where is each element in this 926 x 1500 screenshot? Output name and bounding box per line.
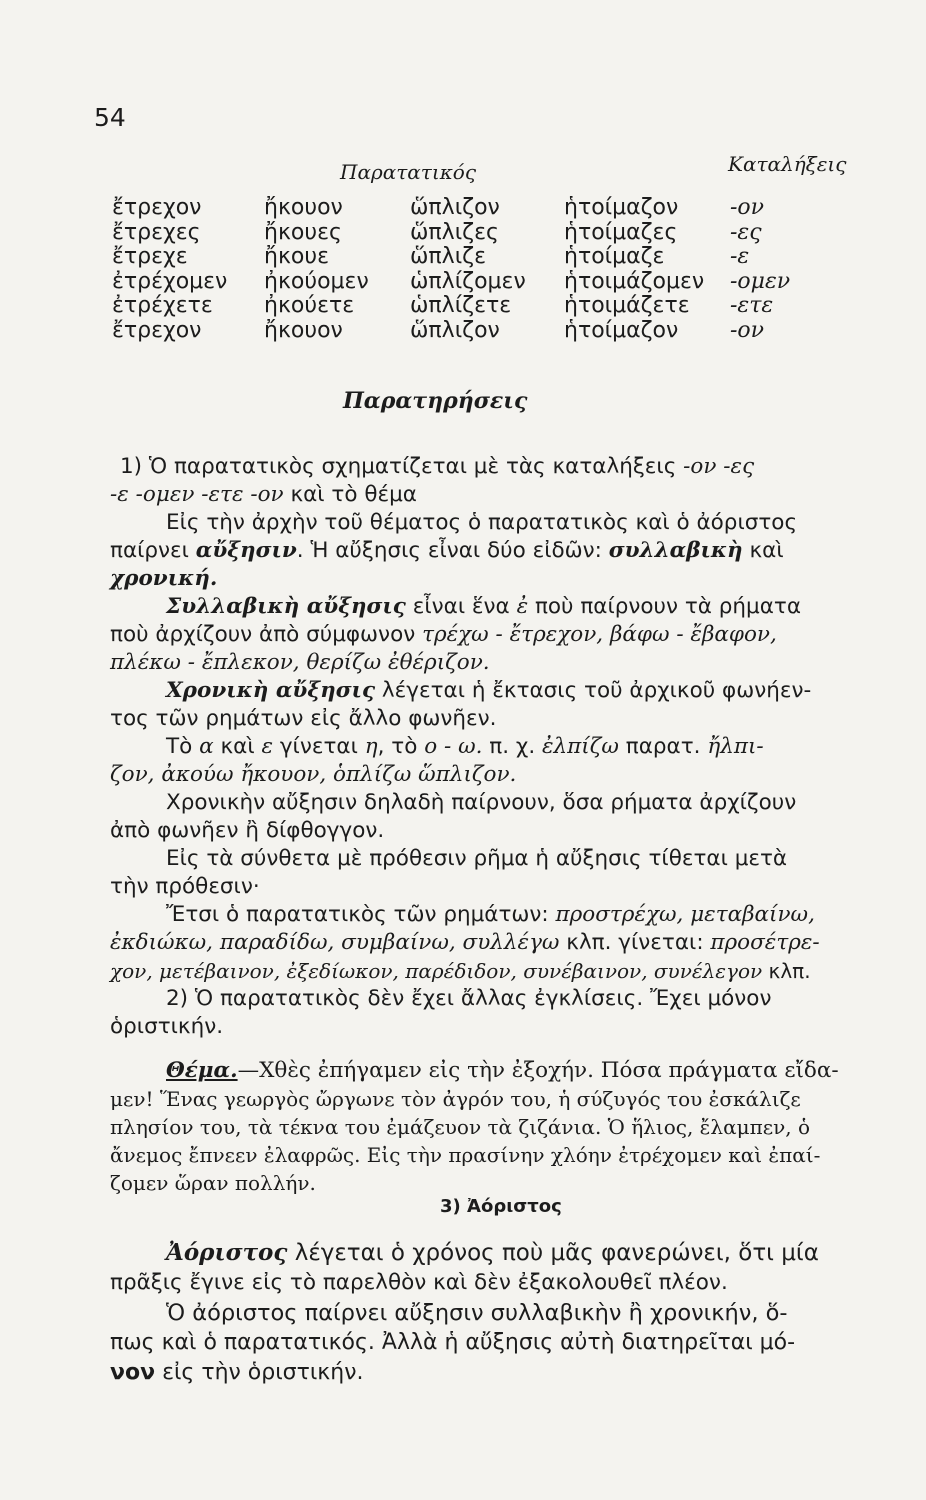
text: γίνεται — [273, 734, 365, 759]
table-cell: ἡτοιμάζετε — [564, 293, 690, 319]
text-italic: προσέτρε- — [710, 930, 820, 955]
table-cell: ἡτοιμάζομεν — [564, 268, 705, 294]
text: καὶ — [213, 734, 262, 759]
table-cell: ἡτοίμαζον — [564, 317, 679, 343]
text-line: ζομεν ὥραν πολλήν. — [110, 1171, 316, 1195]
text-line: 2) Ὁ παρατατικὸς δὲν ἔχει ἄλλας ἐγκλίσεις. Ἔχει μόνον — [166, 986, 772, 1011]
table-row — [112, 270, 812, 295]
text: παίρνει — [110, 538, 196, 563]
table-cell-ending: -ον — [730, 317, 765, 343]
table-cell: ἔτρεχον — [112, 317, 202, 343]
text: εἶναι ἕνα — [405, 594, 517, 619]
text: 1) Ὁ παρατατικὸς σχηματίζεται μὲ τὰς καταλήξεις — [120, 454, 684, 479]
text: π. χ. — [482, 734, 542, 759]
term-syllabic: συλλαβικὴ — [608, 538, 743, 563]
table-cell: ἤκουον — [264, 195, 343, 220]
table-cell: ἔτρεχον — [112, 195, 202, 220]
text-line: ζον, ἀκούω ἤκουον, ὁπλίζω ὥπλιζον. — [110, 762, 517, 787]
text: ποὺ παίρνουν τὰ ρήματα — [528, 594, 802, 619]
text-italic: χον, μετέβαινον, ἐξεδίωκον, παρέδιδον, συνέβαινον, συνέλεγον — [110, 959, 763, 983]
text-line: πως καὶ ὁ παρατατικός. Ἀλλὰ ἡ αὔξησις αὐτὴ διατηρεῖται μό- — [110, 1330, 796, 1355]
term-aorist: Ἀόριστος — [166, 1239, 288, 1266]
text-line — [166, 678, 811, 704]
term-temporal: χρονική. — [110, 566, 218, 591]
table-cell: ὥπλιζον — [410, 317, 500, 343]
text: λέγεται ὁ χρόνος ποὺ μᾶς φανερώνει, ὅτι μία — [287, 1240, 819, 1266]
text: εἰς τὴν ὁριστικήν. — [155, 1360, 364, 1385]
table-cell-ending: -ε — [730, 244, 750, 270]
text-italic: -ον -ες — [683, 454, 755, 479]
text: , τὸ — [377, 734, 425, 759]
text: —Χθὲς ἐπήγαμεν εἰς τὴν ἐξοχήν. Πόσα πράγματα εἴδα- — [237, 1058, 839, 1083]
text: καὶ — [742, 538, 784, 563]
text-line: πλησίον του, τὰ τέκνα του ἐμάζευον τὰ ζιζάνια. Ὁ ἥλιος, ἔλαμπεν, ὁ — [110, 1115, 810, 1139]
term-augment: αὔξησιν — [195, 538, 297, 563]
text-italic: -ε -ομεν -ετε -ον — [110, 482, 284, 507]
text-line — [166, 902, 815, 928]
text-line: Ὁ ἀόριστος παίρνει αὔξησιν συλλαβικὴν ἢ χρονικήν, ὅ- — [166, 1300, 788, 1326]
table-cell-ending: -ομεν — [730, 268, 791, 294]
text-line — [166, 1058, 839, 1084]
table-cell-ending: -ον — [730, 195, 765, 220]
text-line: πρᾶξις ἔγινε εἰς τὸ παρελθὸν καὶ δὲν ἐξακολουθεῖ πλέον. — [110, 1270, 728, 1295]
table-cell: ἤκουε — [264, 244, 329, 270]
text: Τὸ — [166, 734, 200, 759]
table-cell: ἤκουον — [264, 317, 343, 343]
text-line — [110, 930, 820, 956]
text: καὶ τὸ θέμα — [283, 482, 417, 507]
text-bold: νον — [110, 1360, 156, 1385]
text-line: Εἰς τὴν ἀρχὴν τοῦ θέματος ὁ παρατατικὸς καὶ ὁ ἀόριστος — [166, 510, 798, 535]
table-cell: ἤκουες — [264, 219, 342, 245]
table-cell: ὡπλίζετε — [410, 293, 512, 319]
text-line: τὴν πρόθεσιν· — [110, 874, 260, 899]
text-line: ἀπὸ φωνῆεν ἢ δίφθογγον. — [110, 818, 385, 843]
table-cell-ending: -ετε — [730, 293, 774, 319]
theme-label: Θέμα. — [166, 1058, 238, 1083]
text: Ἔτσι ὁ παρατατικὸς τῶν ρημάτων: — [166, 902, 556, 927]
text-line: Χρονικὴν αὔξησιν δηλαδὴ παίρνουν, ὅσα ρήματα ἀρχίζουν — [166, 790, 797, 815]
text-italic: α — [199, 734, 214, 759]
table-cell: ὥπλιζον — [410, 195, 500, 220]
text-italic: προστρέχω, μεταβαίνω, — [555, 902, 815, 927]
text-line — [110, 538, 784, 564]
text: . Ἡ αὔξησις εἶναι δύο εἰδῶν: — [296, 538, 609, 563]
text-line: τος τῶν ρημάτων εἰς ἄλλο φωνῆεν. — [110, 706, 497, 731]
text-line: ἄνεμος ἔπνεεν ἐλαφρῶς. Εἰς τὴν πρασίνην χλόην ἐτρέχομεν καὶ ἐπαί- — [110, 1143, 821, 1167]
text: κλπ. — [762, 959, 811, 983]
section-heading-aorist: 3) Ἀόριστος — [440, 1196, 562, 1217]
table-cell: ἠκούομεν — [264, 268, 369, 294]
text-italic: ἐ — [516, 594, 529, 619]
text-line: ὁριστικήν. — [110, 1014, 224, 1039]
table-row — [112, 196, 812, 221]
table-header-imperfect: Παρατατικός — [340, 160, 477, 184]
table-row — [112, 221, 812, 246]
observations-title: Παρατηρήσεις — [343, 388, 528, 414]
table-header-endings: Καταλήξεις — [728, 152, 847, 176]
text-line: μεν! Ἕνας γεωργὸς ὤργωνε τὸν ἀγρόν του, ἡ σύζυγός του ἐσκάλιζε — [110, 1087, 801, 1111]
text: λέγεται ἡ ἔκτασις τοῦ ἀρχικοῦ φωνήεν- — [375, 678, 812, 703]
term-syllabic-augment: Συλλαβικὴ αὔξησις — [166, 594, 406, 619]
table-row — [112, 245, 812, 270]
text-line — [120, 454, 754, 480]
table-cell: ἔτρεχες — [112, 219, 201, 245]
text-italic: τρέχω - ἔτρεχον, βάφω - ἔβαφον, — [422, 622, 777, 647]
table-cell: ἠκούετε — [264, 293, 355, 319]
table-row — [112, 319, 812, 344]
table-cell: ἐτρέχετε — [112, 293, 213, 319]
table-cell: ἔτρεχε — [112, 244, 188, 270]
text-line: Εἰς τὰ σύνθετα μὲ πρόθεσιν ρῆμα ἡ αὔξησις τίθεται μετὰ — [166, 846, 788, 871]
table-row — [112, 294, 812, 319]
text-italic: ε — [261, 734, 273, 759]
table-cell: ἡτοίμαζον — [564, 195, 679, 220]
text: παρατ. — [618, 734, 708, 759]
text-line — [110, 482, 417, 508]
text: ποὺ ἀρχίζουν ἀπὸ σύμφωνον — [110, 622, 423, 647]
conjugation-table — [112, 196, 812, 344]
text-line: πλέκω - ἔπλεκον, θερίζω ἐθέριζον. — [110, 650, 490, 675]
table-cell: ἐτρέχομεν — [112, 268, 228, 294]
text-line — [166, 1240, 819, 1266]
table-cell: ὥπλιζε — [410, 244, 486, 270]
text-italic: ἐκδιώκω, παραδίδω, συμβαίνω, συλλέγω — [110, 930, 560, 955]
text-italic: η — [364, 734, 378, 759]
table-cell-ending: -ες — [730, 219, 762, 245]
text-line — [166, 734, 764, 760]
table-cell: ὡπλίζομεν — [410, 268, 526, 294]
text-line — [110, 622, 777, 648]
table-cell: ἡτοίμαζες — [564, 219, 678, 245]
text-line — [110, 1360, 364, 1386]
term-temporal-augment: Χρονικὴ αὔξησις — [166, 678, 376, 703]
table-cell: ἡτοίμαζε — [564, 244, 665, 270]
text-italic: ἐλπίζω — [542, 734, 619, 759]
text-italic: ο - ω. — [424, 734, 483, 759]
page-number: 54 — [94, 103, 126, 132]
table-cell: ὥπλιζες — [410, 219, 499, 245]
text-line — [166, 594, 801, 620]
text-line — [110, 958, 811, 984]
text: κλπ. γίνεται: — [559, 930, 711, 955]
text-italic: ἤλπι- — [707, 734, 764, 759]
